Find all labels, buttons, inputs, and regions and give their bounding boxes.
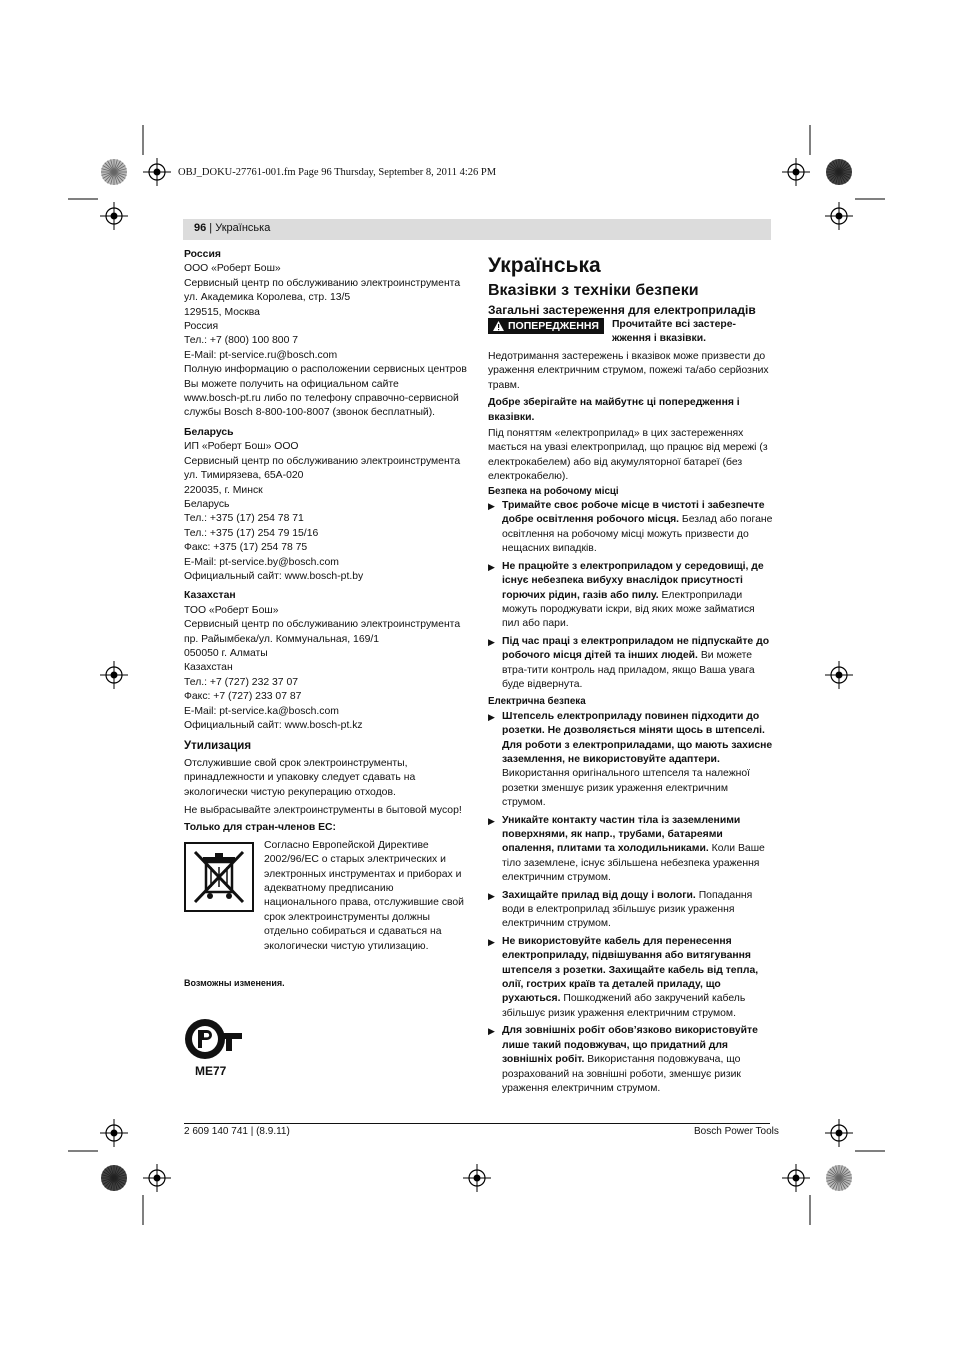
disposal-warning: Не выбрасывайте электроинструменты в бытовой мусор! [184, 805, 462, 817]
header-separator: | [206, 222, 216, 234]
warning-badge [488, 318, 604, 334]
color-calibration-star-icon [101, 1165, 127, 1191]
footer-rule [184, 1123, 770, 1124]
safety-list-item [488, 889, 774, 932]
warning-bold-text: Прочитайте всі застере-жження і вказівки. [611, 319, 737, 344]
address-line: Казахстан [184, 662, 233, 674]
address-line: Сервисный центр по обслуживанию электроинструмента [184, 619, 461, 631]
safety-item-text [502, 635, 774, 693]
safety-item-text [502, 1024, 774, 1096]
workplace-list [488, 499, 774, 692]
address-line: 129515, Москва [184, 306, 260, 318]
safety-list-item [488, 814, 774, 886]
safety-item-bold: Тримайте своє робоче місце в чистоті і забезпечте добре освітлення робочого місця. [502, 500, 765, 526]
file-header: OBJ_DOKU-27761-001.fm Page 96 Thursday, September 8, 2011 4:26 PM [178, 167, 497, 178]
definition-text: Під поняттям «електроприлад» в цих застереженнях мається на увазі електроприлад, що працює від мережі (з електрокабелем) або від акумуляторної батареї (без електрокабелю). [488, 428, 768, 483]
address-line: Полную информацию о расположении сервисных центров [184, 364, 467, 376]
address-line: Тел.: +7 (727) 232 37 07 [184, 676, 299, 688]
address-line: Сервисный центр по обслуживанию электроинструмента [184, 277, 461, 289]
bullet-arrow-icon: ▶ [488, 561, 495, 572]
safety-item-bold: Штепсель електроприладу повинен підходити до розетки. Не дозволяється міняти щось в штепселі. Для роботи з електроприладами, що мають захисне заземлення, не використовуйте адаптери. [502, 710, 773, 765]
address-line: Беларусь [184, 498, 230, 510]
safety-list-item [488, 935, 774, 1021]
footer-brand: Bosch Power Tools [694, 1126, 779, 1137]
address-line: ИП «Роберт Бош» ООО [184, 441, 299, 453]
safety-item-explanation: Ви можете втра-тити контроль над приладом, якщо Ваша увага буде відвернута. [502, 650, 755, 690]
general-warnings-title: Загальні застереження для електроприладів [488, 303, 756, 317]
address-line: ООО «Роберт Бош» [184, 263, 281, 275]
bullet-arrow-icon: ▶ [488, 1026, 495, 1037]
electrical-list [488, 710, 774, 1097]
bullet-arrow-icon: ▶ [488, 936, 495, 947]
safety-item-bold: Під час праці з електроприладом не підпускайте до робочого місця дітей та інших людей. [502, 635, 770, 662]
safety-item-bold: Для зовнішніх робіт обов’язково використовуйте лише такий подовжувач, що придатний для зовнішніх робіт. [502, 1025, 758, 1066]
address-line: Тел.: +7 (800) 100 800 7 [184, 335, 299, 347]
page-title: Українська [488, 254, 601, 277]
safety-item-explanation: Попадання води в електроприлад збільшує ризик ураження електричним струмом. [502, 889, 753, 930]
warning-label: ПОПЕРЕДЖЕННЯ [508, 320, 599, 332]
eu-directive-text: Согласно Европейской Директиве 2002/96/EC о старых электрических и электронных инструментах и приборах и адекватному предписанию национального права, отслужившие свой срок электроинструменты должны отдельно собираться и сдаваться на экологически чистую утилизацию. [264, 839, 464, 952]
warning-triangle-icon [493, 321, 504, 331]
address-line: www.bosch-pt.ru либо по телефону справочно-сервисной [184, 393, 459, 405]
kazakhstan-heading: Казахстан [184, 590, 236, 602]
safety-item-explanation: Пошкоджений або закручений кабель збільшує ризик ураження електричним струмом. [502, 993, 746, 1019]
safety-item-explanation: Коли Ваше тіло заземлене, існує збільшена небезпека ураження електричним струмом. [502, 843, 765, 884]
safety-item-bold: Захищайте прилад від дощу і вологи. [502, 889, 696, 901]
safety-item-text [502, 814, 774, 886]
address-line: Тел.: +375 (17) 254 78 71 [184, 513, 304, 525]
warning-row [488, 318, 774, 346]
address-line: ТОО «Роберт Бош» [184, 604, 279, 616]
address-line: Сервисный центр по обслуживанию электроинструмента [184, 455, 461, 467]
address-line: службы Bosch 8-800-100-8007 (звонок бесплатный). [184, 407, 436, 419]
header-language: Українська [215, 222, 271, 234]
cert-code: ME77 [195, 1064, 227, 1078]
safety-item-bold: Не працюйте з електроприладом у середовищі, де існує небезпека вибуху внаслідок присутності горючих рідин, газів або пилу. [502, 560, 764, 601]
russia-block [184, 248, 468, 421]
electrical-heading: Електрична безпека [488, 696, 586, 708]
safety-item-explanation: Використання подовжувача, що розрахований на зовнішні роботи, зменшує ризик ураження електричним струмом. [502, 1054, 741, 1094]
safety-list-item [488, 1024, 774, 1096]
left-column [184, 248, 468, 991]
safety-item-bold: Не використовуйте кабель для перенесення електроприладу, підвішування або витягування штепселя з розетки. Захищайте кабель від тепла, олії, гострих країв та деталей приладу, що рухаються. [502, 935, 759, 1005]
address-line: Официальный сайт: www.bosch-pt.kz [184, 720, 363, 731]
safety-list-item [488, 635, 774, 693]
safety-list-item [488, 560, 774, 632]
safety-list-item [488, 710, 774, 811]
belarus-lines [184, 440, 468, 584]
safety-item-explanation: Безлад або погане освітлення на робочому місці можуть призвести до нещасних випадків. [502, 514, 773, 555]
address-line: Россия [184, 321, 219, 333]
section-title: Вказівки з техніки безпеки [488, 282, 699, 299]
workplace-heading: Безпека на робочому місці [488, 485, 619, 497]
address-line: пр. Райымбека/ул. Коммунальная, 169/1 [184, 633, 380, 645]
color-calibration-star-icon [101, 159, 127, 185]
crossed-out-bin-icon [184, 842, 254, 912]
bullet-arrow-icon: ▶ [488, 501, 495, 512]
safety-item-text [502, 499, 774, 557]
page-header [194, 222, 270, 234]
safety-item-text [502, 935, 774, 1021]
color-calibration-star-icon [826, 1165, 852, 1191]
russia-lines [184, 262, 468, 420]
bullet-arrow-icon: ▶ [488, 636, 495, 647]
changes-note: Возможны изменения. [184, 978, 285, 989]
kazakhstan-block [184, 589, 468, 733]
safety-list-item [488, 499, 774, 557]
color-calibration-star-icon [826, 159, 852, 185]
address-line: 220035, г. Минск [184, 484, 263, 496]
safety-item-text [502, 710, 774, 811]
address-line: E-Mail: pt-service.by@bosch.com [184, 556, 339, 568]
belarus-heading: Беларусь [184, 426, 234, 438]
keep-instructions: Добре зберігайте на майбутнє ці попередження і вказівки. [488, 397, 740, 423]
warning-text: Недотримання застережень і вказівок може призвести до ураження електричним струмом, пожежі та/або серйозних травм. [488, 351, 769, 391]
disposal-text: Отслужившие свой срок электроинструменты, принадлежности и упаковку следует сдавать на экологически чистую рекуперацию отходов. [184, 757, 416, 798]
address-line: E-Mail: pt-service.ka@bosch.com [184, 705, 339, 717]
address-line: ул. Тимирязева, 65А-020 [184, 470, 304, 482]
safety-item-bold: Уникайте контакту частин тіла із заземленими поверхнями, як напр., трубами, батареями опалення, плитами та холодильниками. [502, 814, 741, 855]
address-line: E-Mail: pt-service.ru@bosch.com [184, 349, 338, 361]
russia-heading: Россия [184, 249, 221, 260]
bullet-arrow-icon: ▶ [488, 711, 495, 722]
address-line: Официальный сайт: www.bosch-pt.by [184, 570, 364, 582]
kazakhstan-lines [184, 604, 468, 734]
right-column [488, 252, 774, 1099]
address-line: Факс: +375 (17) 254 78 75 [184, 542, 308, 554]
address-line: 050050 г. Алматы [184, 647, 268, 659]
eu-heading: Только для стран-членов ЕС: [184, 822, 337, 834]
safety-item-explanation: Використання оригінального штепселя та належної розетки зменшує ризик ураження електричним струмом. [502, 768, 751, 809]
pct-certification-mark-icon [184, 1016, 244, 1062]
page-header-bar [183, 219, 771, 240]
page-number: 96 [194, 222, 207, 234]
safety-item-text [502, 560, 774, 632]
safety-item-explanation: Електроприлади можуть породжувати іскри, від яких може займатися пил або пари. [502, 589, 755, 630]
address-line: Тел.: +375 (17) 254 79 15/16 [184, 527, 319, 539]
disposal-heading: Утилизация [184, 740, 252, 753]
bullet-arrow-icon: ▶ [488, 815, 495, 826]
footer-doc-number: 2 609 140 741 | (8.9.11) [184, 1126, 290, 1137]
weee-block [184, 839, 468, 954]
bullet-arrow-icon: ▶ [488, 890, 495, 901]
safety-item-text [502, 889, 774, 932]
address-line: Вы можете получить на официальном сайте [184, 378, 399, 390]
belarus-block [184, 426, 468, 584]
address-line: Факс: +7 (727) 233 07 87 [184, 691, 302, 703]
address-line: ул. Академика Королева, стр. 13/5 [184, 292, 351, 304]
